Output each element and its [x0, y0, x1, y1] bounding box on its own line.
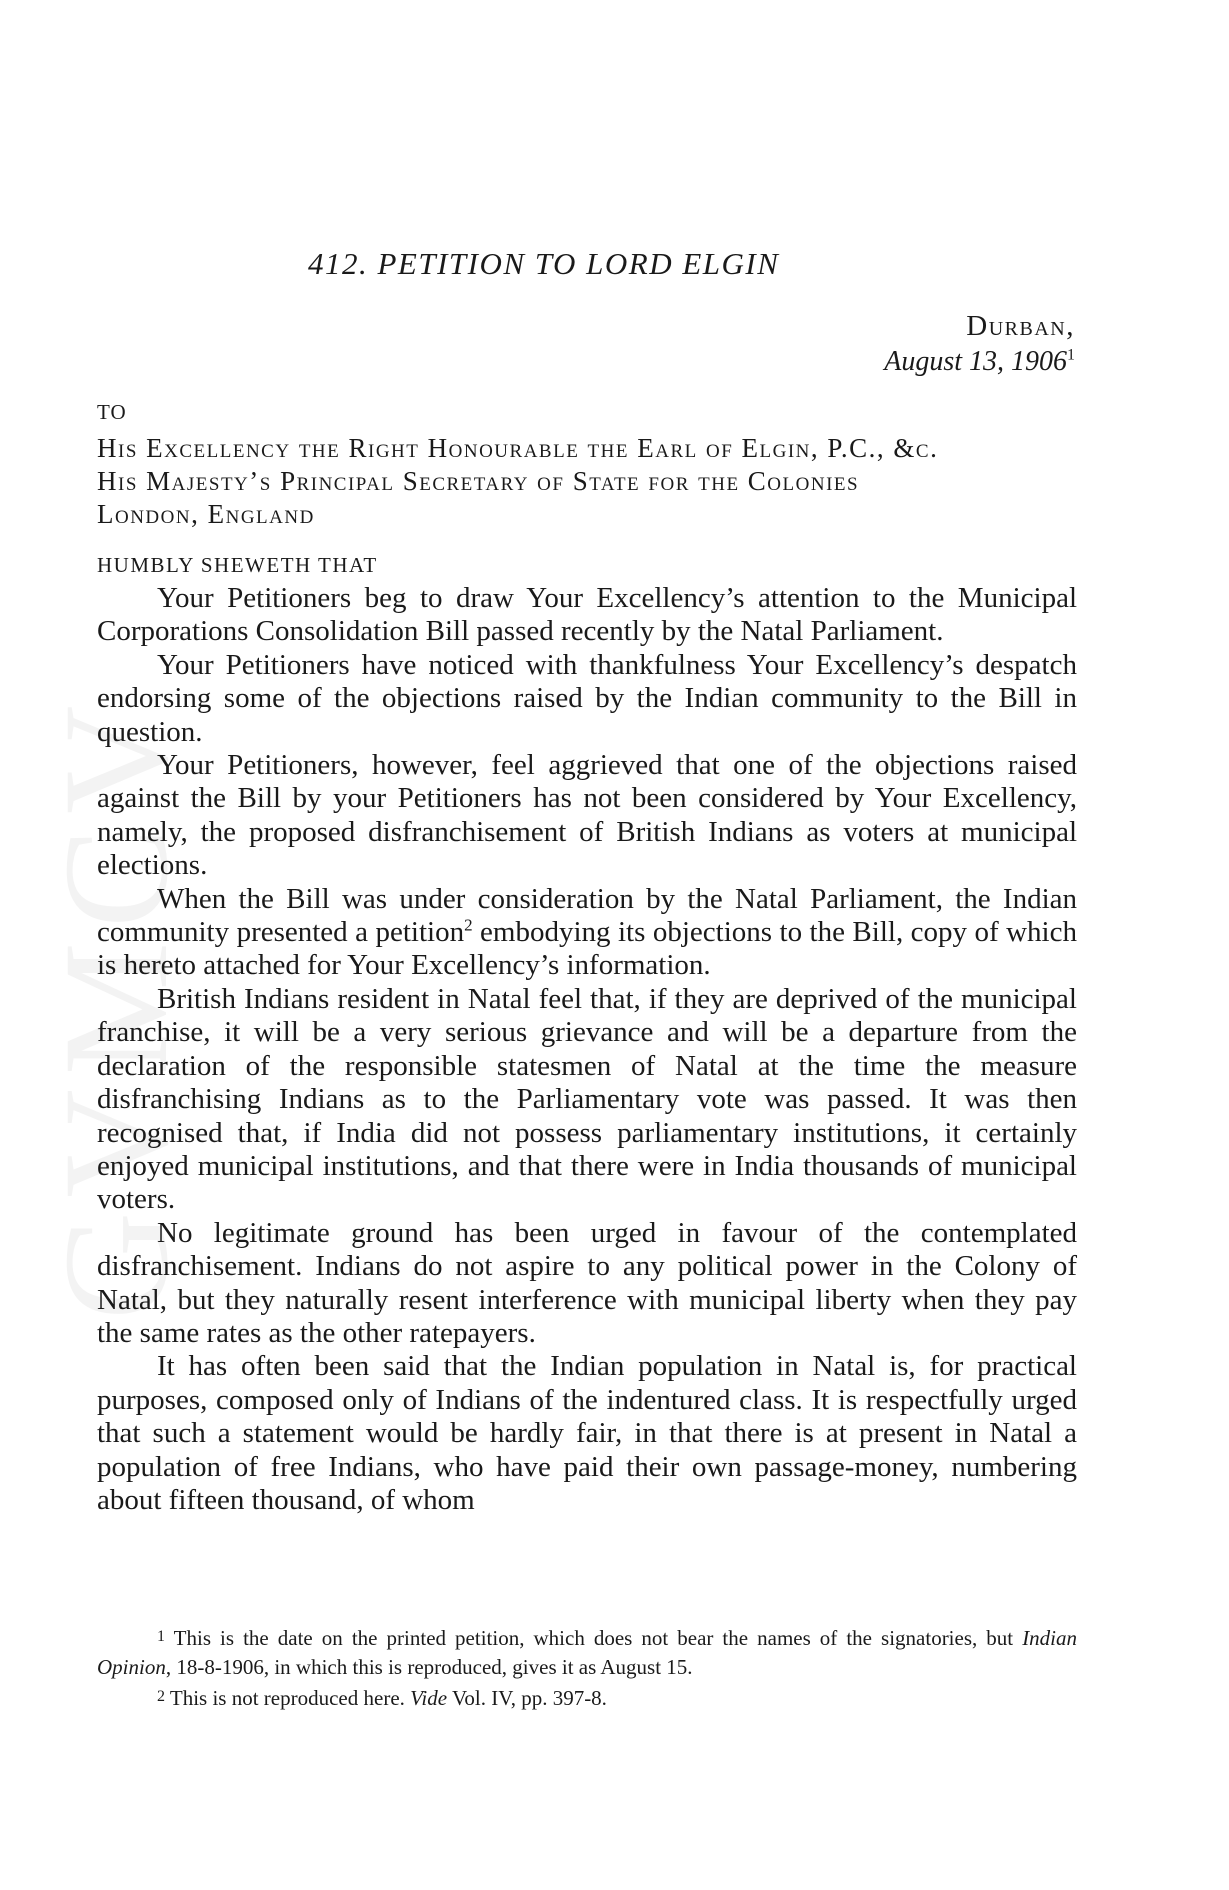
dateline-date	[884, 346, 1075, 378]
footnote-2-text-a: This is not reproduced here.	[169, 1686, 411, 1710]
paragraph-2: Your Petitioners have noticed with thankfulness Your Excellency’s despatch endorsing some of the objections raised by the Indian community to the Bill in question.	[97, 648, 1077, 748]
paragraph-5: British Indians resident in Natal feel that, if they are deprived of the municipal franchise, it will be a very serious grievance and will be a departure from the declaration of the responsible statesmen of Natal at the time the measure disfranchising Indians as to the Parliamentary vote was passed. It was then recognised that, if India did not possess parliamentary institutions, it certainly enjoyed municipal institutions, and that there were in India thousands of municipal voters.	[97, 982, 1077, 1216]
footnote-2-italic: Vide	[410, 1686, 448, 1710]
footnote-1-text-a: This is the date on the printed petition, which does not bear the names of the signatories, but	[173, 1626, 1023, 1650]
footnote-1-text-b: , 18-8-1906, in which this is reproduced, gives it as August 15.	[165, 1655, 693, 1679]
footnote-1	[97, 1622, 1077, 1682]
addressee-block	[97, 432, 1097, 531]
paragraph-6: No legitimate ground has been urged in favour of the contemplated disfranchisement. Indians do not aspire to any political power in the Colony of Natal, but they naturally resent interference with municipal liberty when they pay the same rates as the other ratepayers.	[97, 1216, 1077, 1349]
addressee-line-3: London, England	[97, 499, 315, 529]
footnotes	[97, 1622, 1077, 1713]
paragraph-1: Your Petitioners beg to draw Your Excellency’s attention to the Municipal Corporations Consolidation Bill passed recently by the Natal Parliament.	[97, 582, 1077, 648]
paragraph-7: It has often been said that the Indian population in Natal is, for practical purposes, composed only of Indians of the indentured class. It is respectfully urged that such a statement would be hardly fair, in that there is at present in Natal a population of free Indians, who have paid their own passage-money, numbering about fifteen thousand, of whom	[97, 1350, 1077, 1516]
footnote-2-number: 2	[157, 1688, 165, 1705]
footnote-1-number: 1	[157, 1628, 165, 1645]
salutation: HUMBLY SHEWETH THAT	[97, 553, 378, 577]
footnote-ref-2: 2	[464, 915, 473, 935]
footnote-1-italic: Indian Opinion	[97, 1626, 1078, 1679]
addressee-line-1: His Excellency the Right Honourable the Earl of Elgin, P.C., &c.	[97, 433, 939, 463]
title-text: PETITION TO LORD ELGIN	[377, 246, 780, 281]
paragraph-4-part-b: embodying its objections to the Bill, copy of which is hereto attached for Your Excellency’s information.	[97, 916, 1077, 982]
footnote-2	[97, 1682, 1077, 1713]
paragraph-4-part-a: When the Bill was under consideration by the Natal Parliament, the Indian community presented a petition	[97, 882, 1077, 949]
to-label: TO	[97, 400, 127, 424]
footnote-ref-1: 1	[1067, 346, 1075, 364]
paragraph-3: Your Petitioners, however, feel aggrieved that one of the objections raised against the Bill by your Petitioners has not been considered by Your Excellency, namely, the proposed disfranchisement of British Indians as voters at municipal elections.	[97, 749, 1077, 882]
footnote-2-text-b: Vol. IV, pp. 397-8.	[447, 1686, 607, 1710]
title-number: 412.	[308, 246, 369, 281]
petition-body	[97, 582, 1077, 1517]
page-title	[308, 246, 779, 282]
paragraph-4	[97, 883, 1077, 983]
dateline-date-text: August 13, 1906	[884, 346, 1067, 377]
dateline-place: Durban,	[966, 310, 1075, 342]
addressee-line-2: His Majesty’s Principal Secretary of State for the Colonies	[97, 466, 860, 496]
